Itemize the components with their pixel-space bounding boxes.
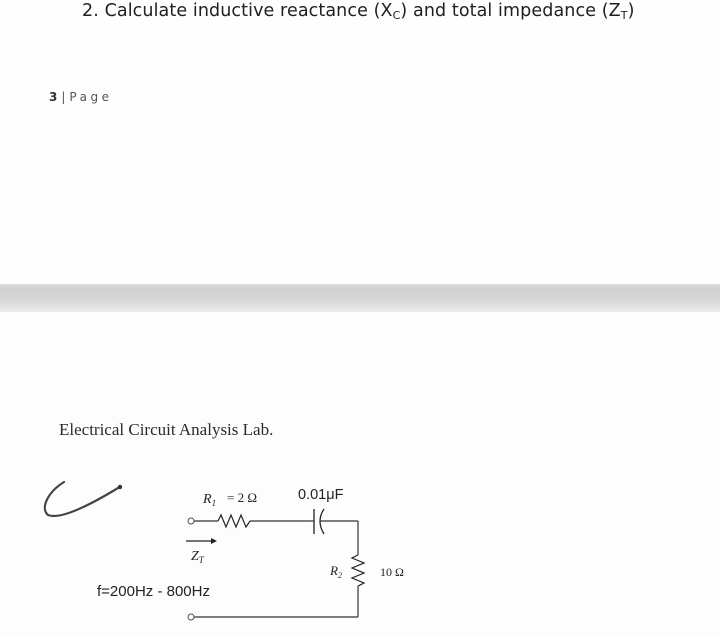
frequency-label: f=200Hz - 800Hz	[97, 583, 210, 600]
zt-arrow-head	[211, 538, 217, 544]
page-number: 3	[49, 90, 58, 104]
r1-value: = 2 Ω	[227, 490, 257, 505]
lab-title: Electrical Circuit Analysis Lab.	[59, 420, 274, 439]
page-word: Page	[69, 90, 113, 104]
r1-label: $R_1$	[203, 492, 217, 508]
r1-resistor	[218, 515, 250, 527]
pen-stroke-mark	[45, 482, 118, 516]
pen-dot	[118, 485, 122, 489]
footer-separator: |	[61, 90, 66, 104]
question-text: 2. Calculate inductive reactance $(X_C)$ and total impedance $(Z_T)$	[82, 1, 635, 22]
r2-label: $R_2$	[330, 563, 342, 580]
input-terminal-top	[188, 518, 194, 524]
input-terminal-bottom	[188, 614, 194, 620]
r2-value: 10 Ω	[380, 565, 404, 579]
r2-resistor	[352, 555, 364, 586]
capacitor-value: 0.01μF	[298, 487, 344, 503]
zt-label: $Z_T$	[191, 549, 204, 565]
